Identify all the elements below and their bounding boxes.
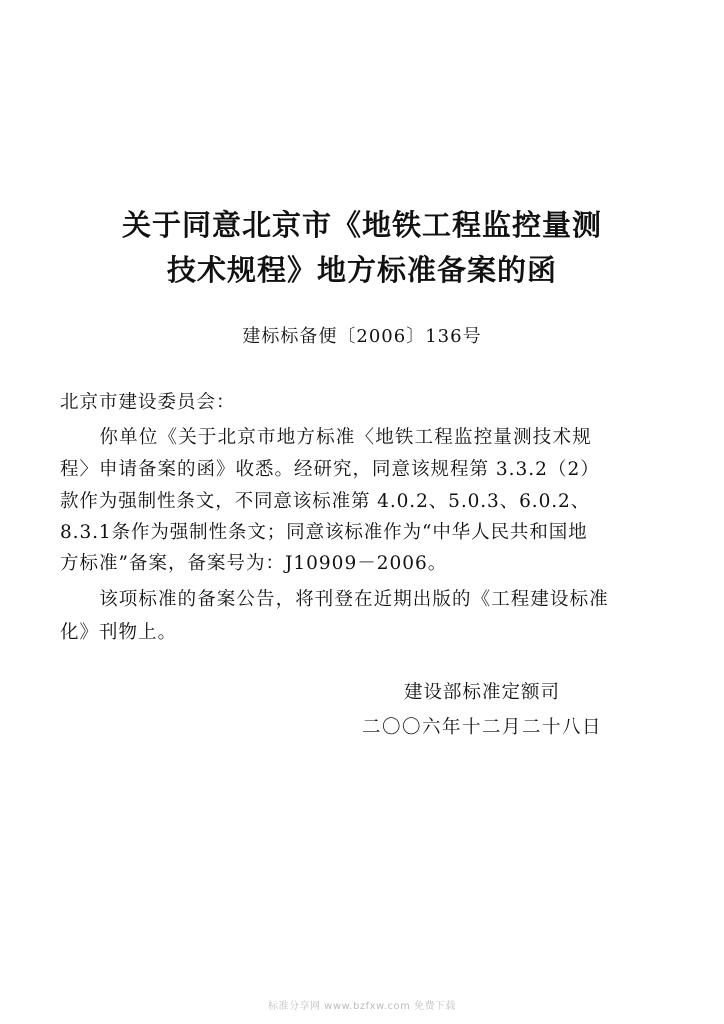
body-line: 该项标准的备案公告，将刊登在近期出版的《工程建设标准 xyxy=(60,589,609,610)
body-line: 方标准”备案，备案号为：J10909－2006。 xyxy=(60,553,448,574)
salutation: 北京市建设委员会： xyxy=(60,392,236,413)
footer-watermark: 标准分享网 www.bzfxw.com 免费下载 xyxy=(268,1001,456,1012)
document-title-line-1: 关于同意北京市《地铁工程监控量测 xyxy=(121,208,602,242)
body-line: 你单位《关于北京市地方标准〈地铁工程监控量测技术规 xyxy=(60,427,592,448)
signature-date: 二〇〇六年十二月二十八日 xyxy=(362,717,603,738)
body-line: 化》刊物上。 xyxy=(60,622,178,643)
document-reference-number: 建标标备便〔2006〕136号 xyxy=(242,326,482,347)
body-line: 程〉申请备案的函》收悉。经研究，同意该规程第 3.3.2（2） xyxy=(60,459,600,480)
signature-organization: 建设部标准定额司 xyxy=(404,682,561,703)
body-line: 8.3.1条作为强制性条文；同意该标准作为“中华人民共和国地 xyxy=(60,522,588,543)
document-title-line-2: 技术规程》地方标准备案的函 xyxy=(166,253,557,287)
body-line: 款作为强制性条文，不同意该标准第 4.0.2、5.0.3、6.0.2、 xyxy=(60,491,591,512)
